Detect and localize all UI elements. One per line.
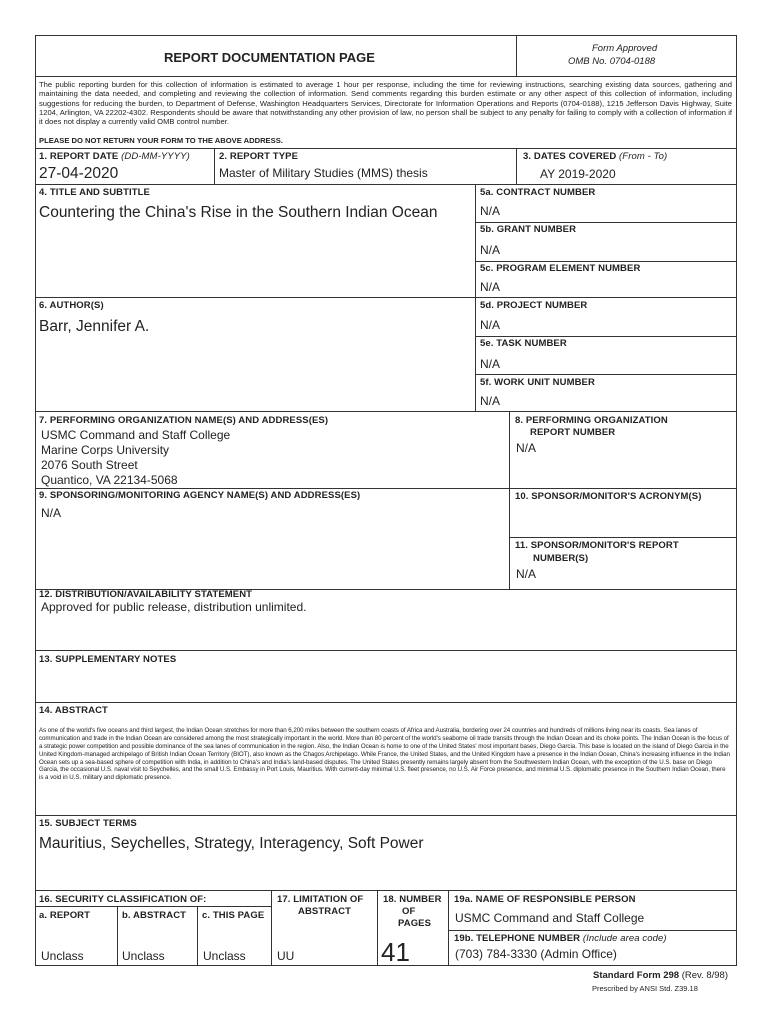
work-unit-label: 5f. WORK UNIT NUMBER — [480, 377, 595, 388]
limitation-label: 17. LIMITATION OF — [277, 894, 364, 905]
distribution-value[interactable]: Approved for public release, distribution unlimited. — [41, 600, 307, 614]
page-title: REPORT DOCUMENTATION PAGE — [164, 50, 375, 65]
grant-number-label: 5b. GRANT NUMBER — [480, 224, 577, 235]
task-number-value[interactable]: N/A — [480, 357, 501, 371]
prescribed-by-label: Prescribed by ANSI Std. Z39.18 — [592, 984, 698, 993]
sponsor-report-label: 11. SPONSOR/MONITOR'S REPORT — [515, 540, 679, 551]
contract-number-value[interactable]: N/A — [480, 204, 501, 218]
responsible-person-label: 19a. NAME OF RESPONSIBLE PERSON — [454, 894, 636, 905]
project-number-value[interactable]: N/A — [480, 318, 501, 332]
work-unit-value[interactable]: N/A — [480, 394, 501, 408]
title-value[interactable]: Countering the China's Rise in the Southern Indian Ocean — [39, 204, 438, 221]
performing-org-line-1[interactable]: USMC Command and Staff College — [41, 428, 231, 442]
subject-terms-value[interactable]: Mauritius, Seychelles, Strategy, Interagency, Soft Power — [39, 835, 424, 852]
project-number-label: 5d. PROJECT NUMBER — [480, 300, 588, 311]
task-number-label: 5e. TASK NUMBER — [480, 338, 567, 349]
sponsor-report-value[interactable]: N/A — [516, 567, 537, 581]
this-page-class-value[interactable]: Unclass — [203, 949, 246, 963]
number-of-pages-value[interactable]: 41 — [381, 937, 410, 967]
distribution-label: 12. DISTRIBUTION/AVAILABILITY STATEMENT — [39, 589, 253, 600]
author-label: 6. AUTHOR(S) — [39, 300, 104, 311]
abstract-class-label: b. ABSTRACT — [122, 910, 187, 921]
security-classification-label: 16. SECURITY CLASSIFICATION OF: — [39, 894, 207, 905]
report-class-label: a. REPORT — [39, 910, 91, 921]
number-of-pages-label: 18. NUMBER — [383, 894, 442, 905]
program-element-value[interactable]: N/A — [480, 280, 501, 294]
responsible-person-value[interactable]: USMC Command and Staff College — [455, 911, 645, 925]
author-value[interactable]: Barr, Jennifer A. — [39, 318, 150, 335]
this-page-class-label: c. THIS PAGE — [202, 910, 265, 921]
performing-report-value[interactable]: N/A — [516, 441, 537, 455]
sponsoring-agency-label: 9. SPONSORING/MONITORING AGENCY NAME(S) AND ADDRESS(ES) — [39, 490, 361, 501]
contract-number-label: 5a. CONTRACT NUMBER — [480, 187, 596, 198]
title-label: 4. TITLE AND SUBTITLE — [39, 187, 150, 198]
burden-notice: PLEASE DO NOT RETURN YOUR FORM TO THE ABOVE ADDRESS. — [39, 136, 283, 145]
telephone-label: 19b. TELEPHONE NUMBER (Include area code) — [454, 933, 667, 944]
standard-form-label: Standard Form 298 (Rev. 8/98) — [593, 970, 728, 981]
burden-statement: The public reporting burden for this collection of information is estimated to average 1 hour per response, including the time for reviewing instructions, searching existing data sources, gathering and maintaining the data needed, and completing and reviewing the collection of information. Send comments regarding this burden estimate or any other aspect of this collection of information, including suggestions for reducing the burden, to Department of Defense, Washington Headquarters Services, Directorate for Information Operations and Reports (0704-0188), 1215 Jefferson Davis Highway, Suite 1204, Arlington, VA 22202-4302. Respondents should be aware that notwithstanding any other provision of law, no person shall be subject to any penalty for failing to comply with a collection of information if it does not display a currently valid OMB control number. — [39, 80, 732, 126]
limitation-value[interactable]: UU — [277, 949, 295, 963]
supplementary-notes-label: 13. SUPPLEMENTARY NOTES — [39, 654, 177, 665]
abstract-label: 14. ABSTRACT — [39, 705, 108, 716]
report-type-label: 2. REPORT TYPE — [219, 151, 299, 162]
sponsor-report-label-2: NUMBER(S) — [533, 553, 589, 564]
form-approved: Form Approved — [592, 43, 658, 54]
sponsor-acronym-label: 10. SPONSOR/MONITOR'S ACRONYM(S) — [515, 491, 702, 502]
report-class-value[interactable]: Unclass — [41, 949, 84, 963]
report-date-label: 1. REPORT DATE (DD-MM-YYYY) — [39, 151, 190, 162]
sponsoring-agency-value[interactable]: N/A — [41, 506, 62, 520]
performing-org-line-3[interactable]: 2076 South Street — [41, 458, 138, 472]
performing-report-label-2: REPORT NUMBER — [530, 427, 616, 438]
subject-terms-label: 15. SUBJECT TERMS — [39, 818, 137, 829]
number-of-pages-label-3: PAGES — [398, 918, 432, 929]
program-element-label: 5c. PROGRAM ELEMENT NUMBER — [480, 263, 641, 274]
omb-number: OMB No. 0704-0188 — [568, 56, 656, 67]
abstract-text[interactable]: As one of the world's five oceans and third largest, the Indian Ocean stretches for more than 6,200 miles between the southern coasts of Africa and Australia, bordering over 24 countries and hundreds of millions living near its coasts. Sea lanes of communication and trade in the Indian Ocean are considered among the most strategically important in the world. More than 80 percent of the world's seaborne oil trade transits through the Indian Ocean and its choke points. The Indian Ocean is the focus of a strategic power competition and possible dominance of the sea lanes of communication in the region. Also, the Indian Ocean is home to one of the United States' most important bases, Diego Garcia. This base is located on the island of Diego Garcia in the United Kingdom-managed archipelago of British Indian Ocean Territory (BIOT), also known as the Chagos Archipelago. While France, the United States, and the United Kingdom have a presence in the Indian Ocean, China's increasing influence in the Indian Ocean sets up a sea-based sphere of competition with India, in addition to China's and India's land-based disputes. The United States presently remains largely absent from the Southwestern Indian Ocean, with the exception of the U.S. base on Diego Garcia, the occasional U.S. naval visit to Seychelles, and the small U.S. Embassy in Port Louis, Mauritius. With current-day minimal U.S. fleet presence, no U.S. Air Force presence, and minimal U.S. diplomatic presence in the Southern Indian Ocean, there is a void in U.S. military and diplomatic presence. — [39, 727, 730, 782]
dates-covered-label: 3. DATES COVERED (From - To) — [523, 151, 668, 162]
performing-org-line-4[interactable]: Quantico, VA 22134-5068 — [41, 473, 178, 487]
abstract-class-value[interactable]: Unclass — [122, 949, 165, 963]
performing-report-label: 8. PERFORMING ORGANIZATION — [515, 415, 668, 426]
grant-number-value[interactable]: N/A — [480, 243, 501, 257]
limitation-label-2: ABSTRACT — [298, 906, 352, 917]
number-of-pages-label-2: OF — [402, 906, 416, 917]
telephone-value[interactable]: (703) 784-3330 (Admin Office) — [455, 947, 617, 961]
performing-org-label: 7. PERFORMING ORGANIZATION NAME(S) AND ADDRESS(ES) — [39, 415, 329, 426]
performing-org-line-2[interactable]: Marine Corps University — [41, 443, 170, 457]
report-date-value[interactable]: 27-04-2020 — [39, 165, 119, 182]
report-type-value[interactable]: Master of Military Studies (MMS) thesis — [219, 166, 428, 180]
dates-covered-value[interactable]: AY 2019-2020 — [540, 167, 616, 181]
